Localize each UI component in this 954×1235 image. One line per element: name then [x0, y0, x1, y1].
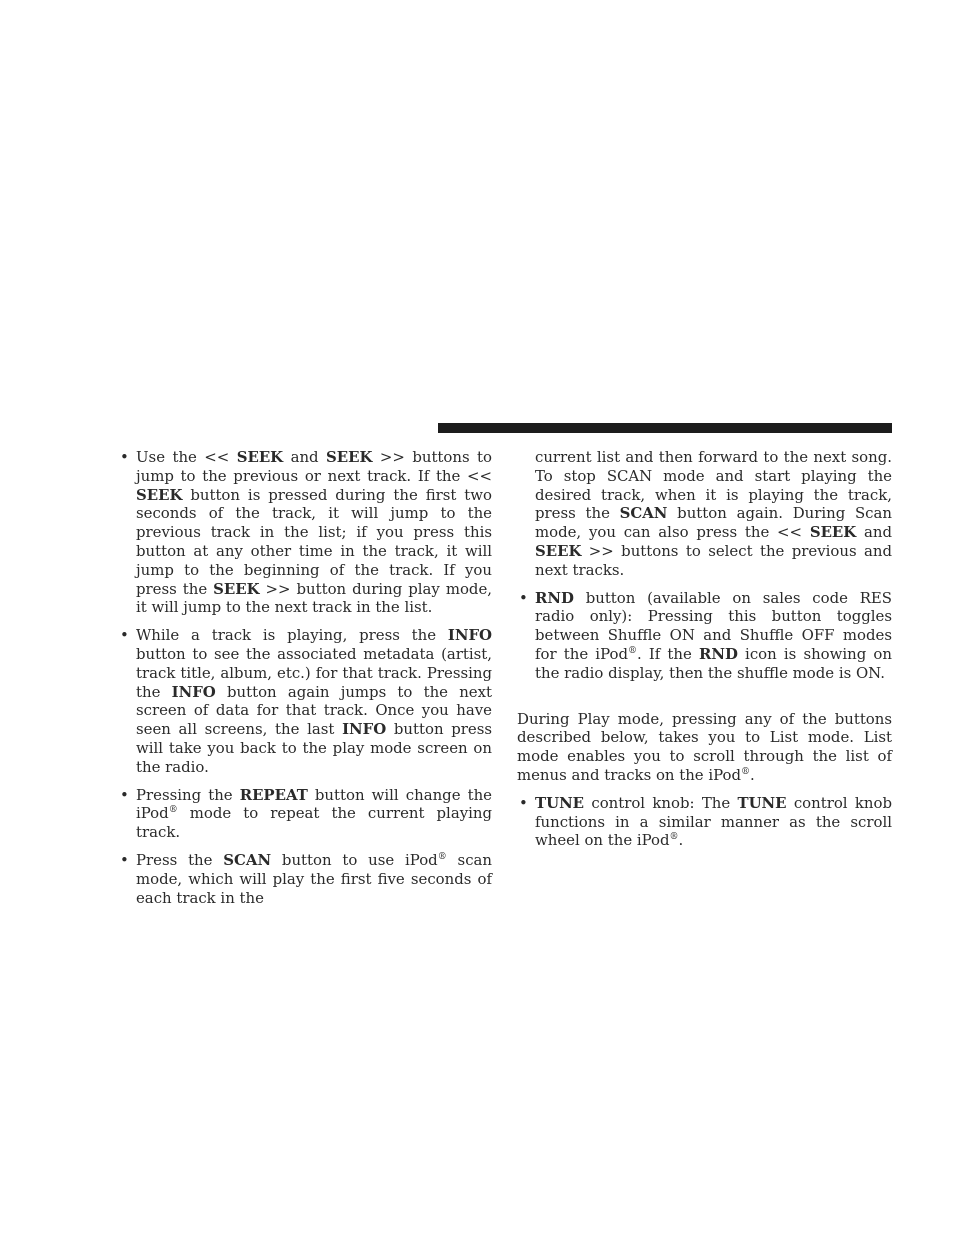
- text-run: button will change the iPod: [136, 785, 492, 823]
- text-run: Use the <<: [136, 448, 237, 466]
- list-item-text: [136, 626, 492, 776]
- right-bullet-list-2: [517, 794, 892, 850]
- button-name: INFO: [171, 682, 216, 701]
- text-run: mode to repeat the current playing track.: [136, 804, 492, 842]
- registered-mark: ®: [437, 851, 447, 862]
- button-name: SEEK: [136, 485, 183, 504]
- text-run: Press the: [136, 850, 224, 869]
- list-item: [118, 851, 492, 907]
- button-name: SCAN: [619, 504, 668, 523]
- bullet-icon: •: [519, 588, 528, 607]
- button-name: SEEK: [213, 579, 260, 598]
- text-run: button (available on sales code RES radio only): Pressing this button toggles between Shuffle ON and Shuffle OFF modes for the iPod: [535, 588, 892, 663]
- button-name: REPEAT: [239, 785, 308, 804]
- text-run: scan mode, which will play the first five seconds of each track in the: [136, 850, 492, 907]
- list-item-continuation: [517, 448, 892, 580]
- bullet-icon: •: [120, 448, 129, 466]
- paragraph-text: [517, 710, 892, 784]
- text-run: and: [283, 448, 327, 466]
- bullet-icon: •: [519, 793, 528, 812]
- text-run: >> button during play mode, it will jump to the next track in the list.: [136, 579, 493, 617]
- button-name: INFO: [342, 720, 387, 739]
- text-run: >> buttons to select the previous and next tracks.: [535, 541, 892, 579]
- button-name: SEEK: [535, 541, 582, 560]
- text-run: >> buttons to jump to the previous or next track. If the <<: [136, 448, 493, 485]
- text-run: control knob functions in a similar manner as the scroll wheel on the iPod: [535, 793, 892, 850]
- button-name: SCAN: [223, 850, 272, 869]
- list-item-text: [136, 851, 492, 907]
- registered-mark: ®: [741, 766, 751, 777]
- button-name: SEEK: [809, 523, 857, 542]
- text-run: button is pressed during the first two seconds of the track, it will jump to the previous track in the list; if you press this button at any other time in the track, it will jump to the beginning of the track. If you press the: [136, 485, 492, 598]
- text-run: button to use iPod: [271, 850, 438, 869]
- text-run: button to see the associated metadata (artist, track title, album, etc.) for that track. Pressing the: [136, 644, 492, 701]
- right-bullet-list: [517, 448, 892, 683]
- text-run: icon is showing on the radio display, then the shuffle mode is ON.: [535, 644, 892, 682]
- list-item-text: [136, 786, 492, 842]
- body-paragraph: [517, 710, 892, 785]
- button-name: INFO: [447, 626, 492, 645]
- button-name: TUNE: [535, 793, 585, 812]
- text-run: Pressing the: [136, 785, 240, 804]
- text-run: button again jumps to the next screen of data for that track. Once you have seen all screens, the last: [136, 682, 493, 739]
- bullet-icon: •: [120, 850, 129, 869]
- text-run: current list and then forward to the next song. To stop SCAN mode and start playing the desired track, when it is playing the track, press the: [535, 448, 892, 523]
- list-item-text: [535, 448, 892, 579]
- text-run: and: [856, 523, 893, 542]
- button-name: RND: [535, 588, 574, 607]
- text-run: button press will take you back to the play mode screen on the radio.: [136, 720, 492, 776]
- text-run: During Play mode, pressing any of the buttons described below, takes you to List mode. List mode enables you to scroll through the list of menus and tracks on the iPod: [517, 709, 892, 784]
- list-item-text: [136, 448, 492, 616]
- bullet-icon: •: [120, 626, 129, 645]
- list-item: [118, 448, 492, 617]
- text-run: .: [750, 765, 755, 784]
- text-run: button again. During Scan mode, you can also press the <<: [535, 504, 892, 542]
- left-column: [118, 448, 492, 916]
- button-name: SEEK: [236, 448, 284, 466]
- list-item-text: [535, 589, 892, 682]
- registered-mark: ®: [669, 832, 679, 843]
- button-name: SEEK: [326, 448, 373, 466]
- list-item-text: [535, 794, 892, 850]
- button-name: TUNE: [737, 793, 787, 812]
- button-name: RND: [698, 644, 738, 663]
- right-column: [517, 448, 892, 859]
- registered-mark: ®: [627, 646, 637, 656]
- section-header-rule: [438, 423, 892, 433]
- text-run: .: [678, 831, 684, 850]
- text-run: While a track is playing, press the: [136, 626, 448, 645]
- list-item: [118, 786, 492, 842]
- left-bullet-list: [118, 448, 492, 907]
- list-item: [118, 626, 492, 776]
- registered-mark: ®: [168, 805, 178, 816]
- text-run: . If the: [636, 644, 699, 663]
- bullet-icon: •: [120, 785, 129, 804]
- list-item: [517, 589, 892, 683]
- text-run: control knob: The: [584, 793, 738, 812]
- list-item: [517, 794, 892, 850]
